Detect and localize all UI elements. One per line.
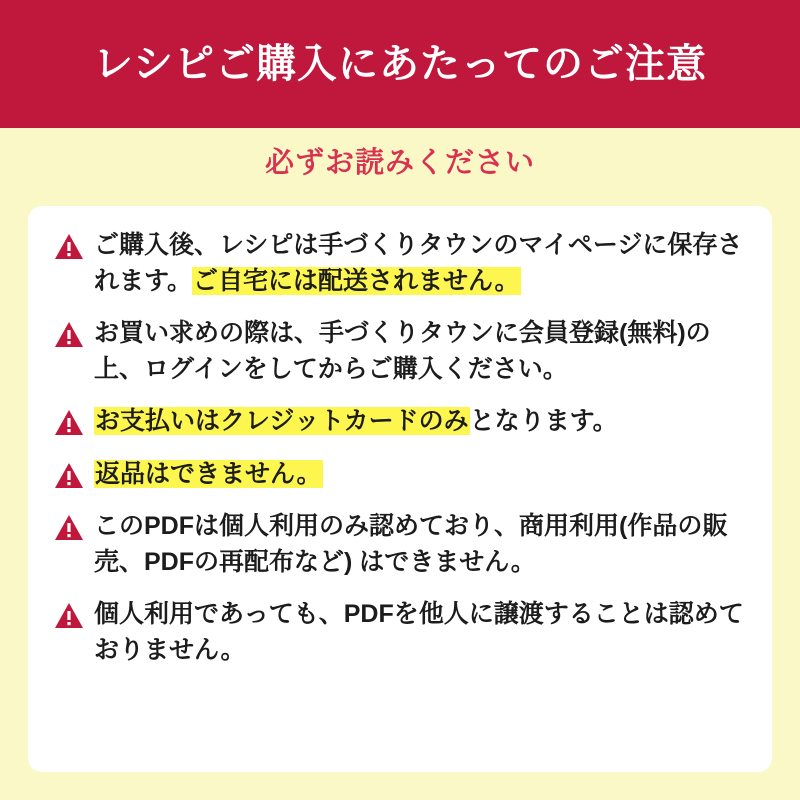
warning-triangle-icon	[54, 602, 84, 629]
highlighted-text: 返品はできません。	[95, 459, 322, 488]
warning-triangle-icon	[54, 462, 84, 489]
list-item	[54, 597, 746, 668]
notice-text	[94, 597, 746, 668]
notice-text	[94, 457, 323, 493]
warning-triangle-icon	[54, 233, 84, 260]
highlighted-text: お支払いはクレジットカードのみ	[95, 407, 469, 435]
notice-text	[94, 404, 618, 440]
list-item	[54, 509, 746, 580]
list-item	[54, 404, 746, 440]
warning-triangle-icon	[54, 409, 84, 436]
plain-text: このPDFは個人利用のみ認めており、商用利用(作品の販売、PDFの再配布など) はできません。	[94, 512, 728, 576]
notice-text	[94, 509, 746, 580]
plain-text: お買い求めの際は、手づくりタウンに会員登録(無料)の上、ログインをしてからご購入ください。	[94, 319, 711, 383]
notice-list	[54, 228, 746, 668]
notice-card	[28, 206, 772, 772]
plain-text: となります。	[469, 407, 618, 435]
list-item	[54, 316, 746, 387]
list-item	[54, 228, 746, 299]
page-title: レシピご購入にあたってのご注意	[93, 42, 707, 86]
plain-text: 個人利用であっても、PDFを他人に譲渡することは認めておりません。	[94, 600, 744, 664]
highlighted-text: ご自宅には配送されません。	[193, 266, 520, 295]
header-band	[0, 0, 800, 128]
warning-triangle-icon	[54, 514, 84, 541]
list-item	[54, 457, 746, 493]
plain-text: ご購入後、レシピは手づくりタウンのマイページに保存されます。	[94, 231, 743, 295]
warning-triangle-icon	[54, 321, 84, 348]
notice-text	[94, 316, 746, 387]
subtitle: 必ずお読みください	[264, 147, 535, 179]
notice-text	[94, 228, 746, 299]
